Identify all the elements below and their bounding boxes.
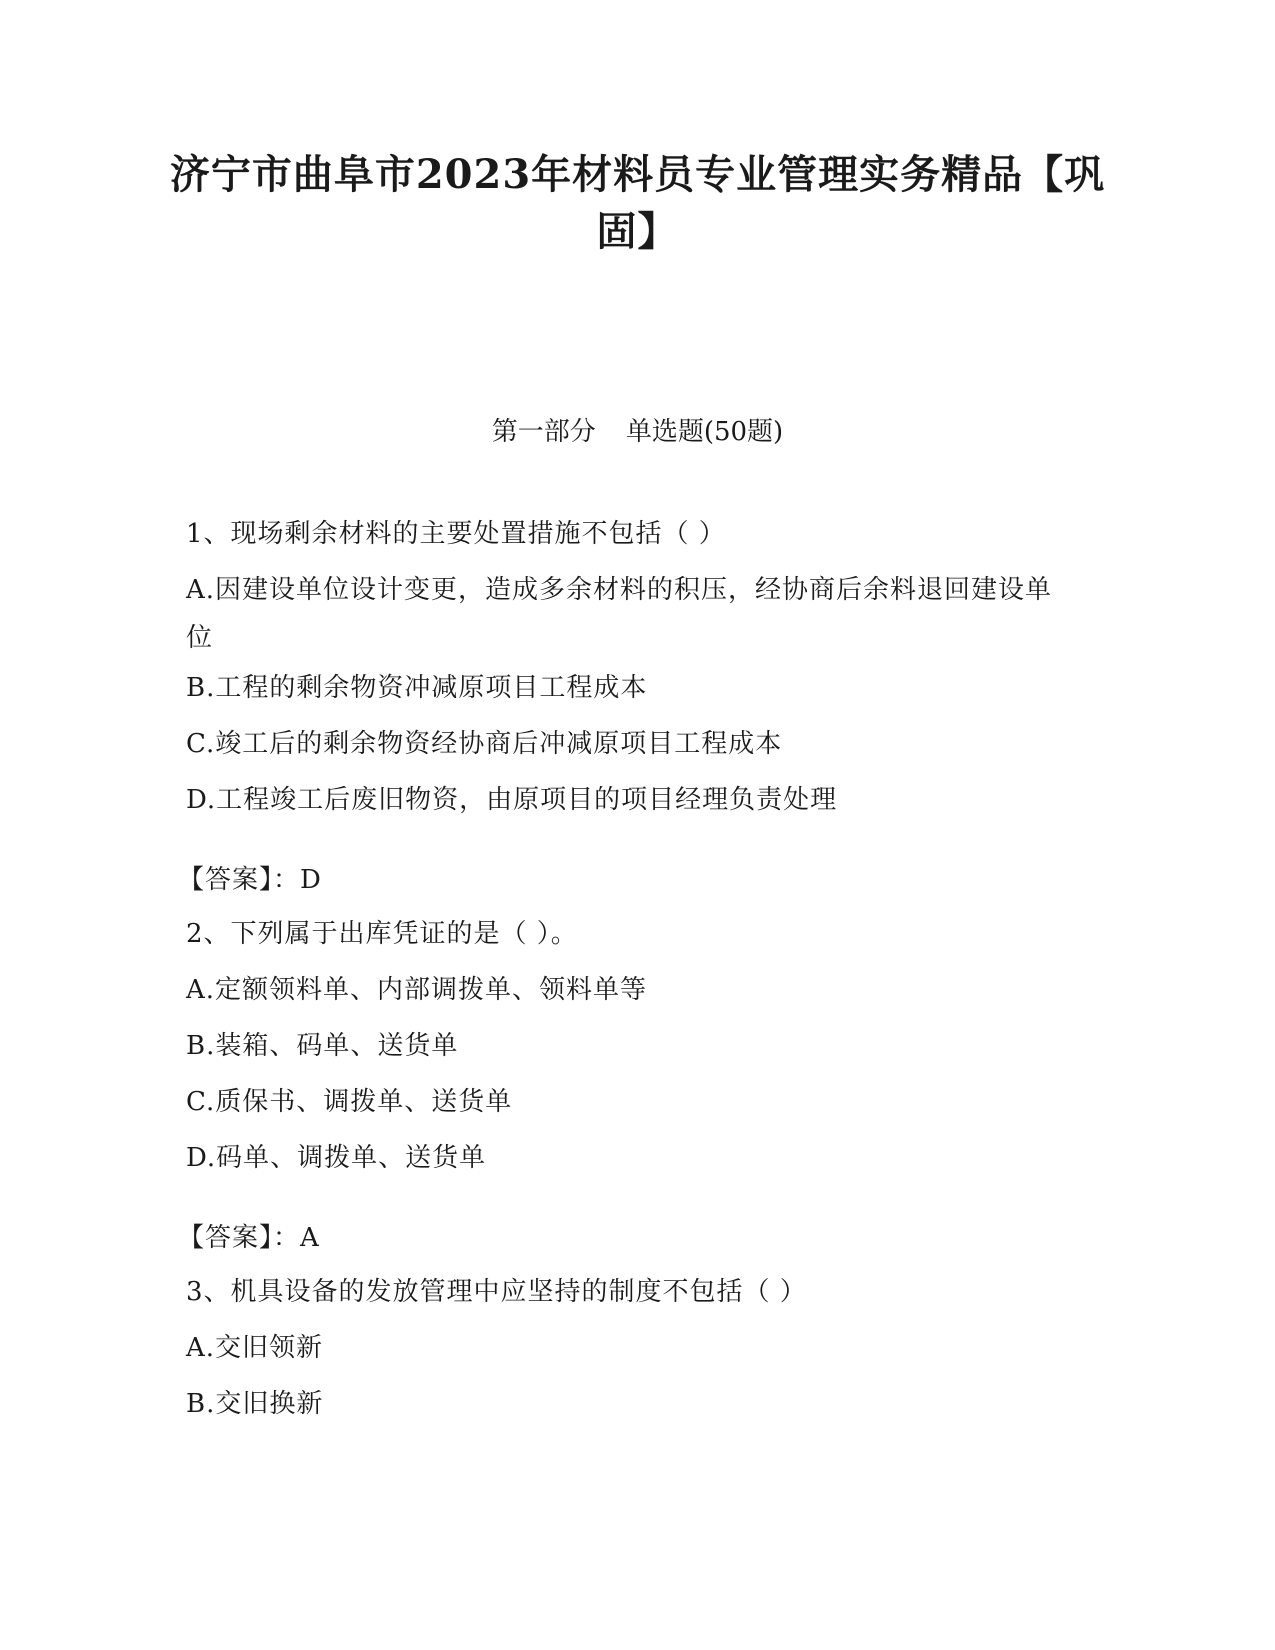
option-b: B.交旧换新 [186, 1389, 324, 1419]
answer-value: D [300, 865, 322, 895]
option-b: B.工程的剩余物资冲减原项目工程成本 [186, 673, 648, 703]
section-part: 第一部分 [491, 417, 596, 447]
option-d: D.工程竣工后废旧物资，由原项目的项目经理负责处理 [186, 785, 838, 815]
question-stem: 2、下列属于出库凭证的是（ ）。 [186, 919, 578, 949]
option-c: C.质保书、调拨单、送货单 [186, 1087, 513, 1117]
answer-label: 【答案】： [178, 865, 301, 895]
answer-value: A [300, 1223, 320, 1253]
document-title: 济宁市曲阜市2023年材料员专业管理实务精品【巩固】 [169, 151, 1106, 255]
option-c: C.竣工后的剩余物资经协商后冲减原项目工程成本 [186, 729, 783, 759]
option-a: A.定额领料单、内部调拨单、领料单等 [186, 975, 648, 1005]
question-stem: 1、现场剩余材料的主要处置措施不包括（ ） [186, 519, 726, 549]
answer-line [178, 862, 1066, 898]
answer-line [178, 1220, 1066, 1256]
question-stem: 3、机具设备的发放管理中应坚持的制度不包括（ ） [186, 1277, 807, 1307]
question-list [178, 516, 1066, 1442]
option-b: B.装箱、码单、送货单 [186, 1031, 459, 1061]
section-type: 单选题(50题) [625, 417, 784, 447]
option-a: A.因建设单位设计变更，造成多余材料的积压，经协商后余料退回建设单位 [186, 575, 1053, 653]
option-d: D.码单、调拨单、送货单 [186, 1143, 487, 1173]
option-a: A.交旧领新 [186, 1333, 324, 1363]
answer-label: 【答案】： [178, 1223, 301, 1253]
section-heading [0, 414, 1275, 450]
